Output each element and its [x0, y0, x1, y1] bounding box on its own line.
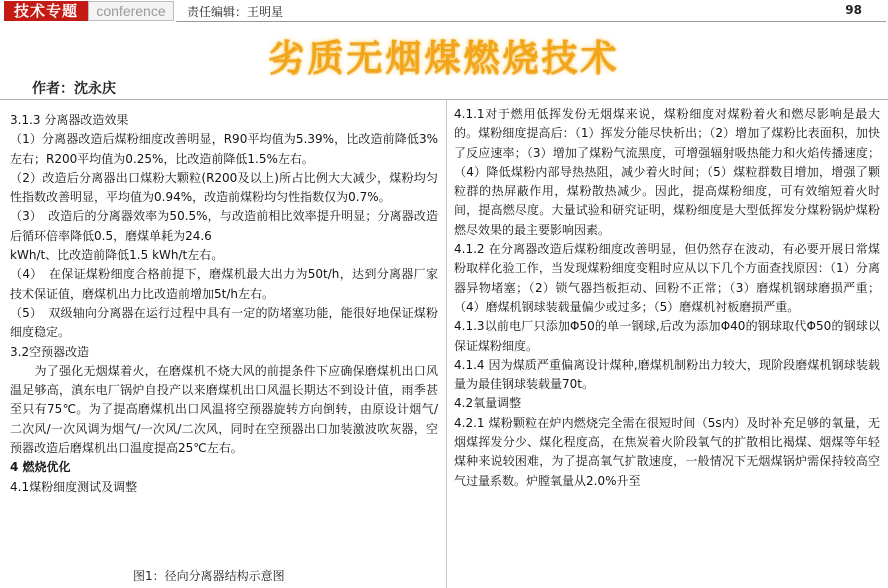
paragraph: 4.1.4 因为煤质严重偏离设计煤种,磨煤机制粉出力较大，现阶段磨煤机钢球装载量为最佳钢球装载量70t。: [454, 357, 880, 392]
left-column: [10, 111, 438, 497]
article-author: 作者：沈永庆: [32, 81, 116, 97]
article-title: 劣质无烟煤燃烧技术: [268, 38, 620, 79]
column-divider: [446, 100, 447, 588]
heading-4-1: 4.1煤粉细度测试及调整: [10, 479, 138, 494]
header-divider: [176, 21, 886, 22]
paragraph: 4.1.2 在分离器改造后煤粉细度改善明显，但仍然存在波动，有必要开展日常煤粉取样化验工作，当发现煤粉细度变粗时应从以下几个方面查找原因：（1）分离器异物堵塞；（2）锁气器挡板拒动、回粉不正常；（3）磨煤机钢球磨损严重；（4）磨煤机钢球装载量偏少或过多；（5）磨煤机衬板磨损严重。: [454, 242, 880, 314]
title-divider: [0, 99, 888, 100]
paragraph: 4.1.1对于燃用低挥发份无烟煤来说，煤粉细度对煤粉着火和燃尽影响是最大的。煤粉细度提高后：（1）挥发分能尽快析出；（2）增加了煤粉比表面积，加快了反应速率；（3）增加了煤粉气流黑度，可增强辐射吸热能力和火焰传播速度；（4）降低煤粉内部导热热阻，减少着火时间；（5）煤粒群数目增加，增强了颗粒群的热屏蔽作用，煤粉散热减少。因此，提高煤粉细度，可有效缩短着火时间，提高燃尽度。大量试验和研究证明，煤粉细度是大型低挥发分煤粉锅炉煤粉燃尽效果的最主要影响因素。: [454, 107, 880, 237]
paragraph: 4.1.3以前电厂只添加Φ50的单一钢球,后改为添加Φ40的钢球取代Φ50的钢球以保证煤粉细度。: [454, 319, 880, 353]
paragraph: 4.2.1 煤粉颗粒在炉内燃烧完全需在很短时间（5s内）及时补充足够的氧量，无烟煤挥发分少、煤化程度高，在焦炭着火阶段氧气的扩散相比褐煤、烟煤等年轻煤种来说较困难，为了提高氧气扩散速度，一般情况下无烟煤锅炉需保持较高空气过量系数。炉膛氧量从2.0%升至: [454, 415, 880, 488]
page-header: [0, 0, 888, 22]
paragraph: （2）改造后分离器出口煤粉大颗粒(R200及以上)所占比例大大减少，煤粉均匀性指数改善明显，平均值为0.94%，改造前煤粉均匀性指数仅为0.7%。: [10, 170, 438, 205]
heading-4-2: 4.2氧量调整: [454, 396, 522, 411]
paragraph: （4） 在保证煤粉细度合格前提下，磨煤机最大出力为50t/h，达到分离器厂家技术保证值，磨煤机出力比改造前增加5t/h左右。: [10, 267, 438, 301]
heading-4: 4 燃烧优化: [10, 460, 71, 475]
paragraph: （3） 改造后的分离器效率为50.5%，与改造前相比效率提升明显；分离器改造后循环倍率降低0.5，磨煤单耗为24.6: [10, 209, 438, 243]
right-column: [454, 105, 880, 491]
section-tag: 技术专题: [4, 1, 88, 21]
page-number: 98: [845, 3, 862, 17]
figure-caption: 图1：径向分离器结构示意图: [133, 569, 285, 583]
paragraph: （5） 双级轴向分离器在运行过程中具有一定的防堵塞功能，能很好地保证煤粉细度稳定。: [10, 305, 438, 340]
paragraph: kWh/t、比改造前降低1.5 kWh/t左右。: [10, 248, 224, 263]
editor-credit: 责任编辑：王明星: [187, 5, 284, 19]
conference-tag: conference: [88, 1, 174, 21]
heading-3-2: 3.2空预器改造: [10, 344, 90, 359]
paragraph: （1）分离器改造后煤粉细度改善明显，R90平均值为5.39%，比改造前降低3%左右；R200平均值为0.25%，比改造前降低1.5%左右。: [10, 132, 438, 166]
heading-3-1-3: 3.1.3 分离器改造效果: [10, 113, 129, 127]
paragraph: 为了强化无烟煤着火，在磨煤机不烧大风的前提条件下应确保磨煤机出口风温足够高，滇东电厂锅炉自投产以来磨煤机出口风温长期达不到设计值，雨季甚至只有75℃。为了提高磨煤机出口风温将空预器旋转方向倒转，由原设计烟气/二次风/一次风调为烟气/一次风/二次风，同时在空预器出口加装激波吹灰器，空预器改造后磨煤机出口温度提高25℃左右。: [10, 363, 438, 456]
